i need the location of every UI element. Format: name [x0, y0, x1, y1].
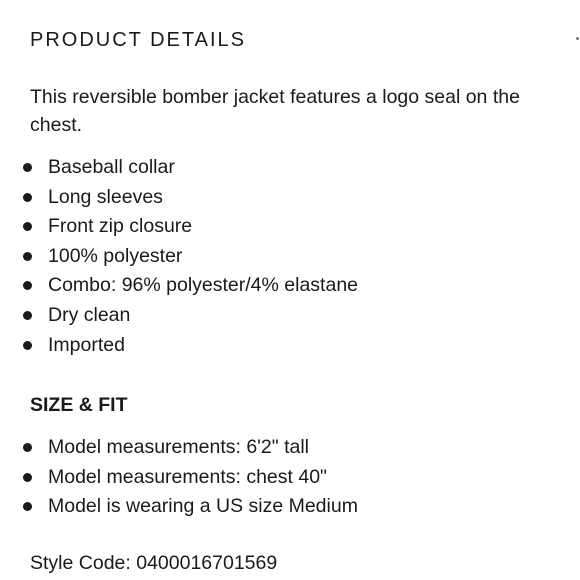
list-item-text: Dry clean [48, 303, 131, 326]
list-item-text: Combo: 96% polyester/4% elastane [48, 274, 359, 297]
list-item [0, 271, 580, 301]
bullet-icon [23, 163, 32, 172]
list-item [0, 463, 580, 493]
list-item [0, 301, 580, 331]
list-item [0, 433, 580, 463]
list-item-text: Model measurements: chest 40" [48, 465, 327, 488]
style-code: Style Code: 0400016701569 [30, 552, 278, 574]
bullet-icon [23, 193, 32, 202]
bullet-icon [23, 311, 32, 320]
list-item [0, 183, 580, 213]
product-details-list [0, 153, 580, 360]
list-item-text: Front zip closure [48, 215, 193, 238]
bullet-icon [23, 222, 32, 231]
bullet-icon [23, 443, 32, 452]
list-item-text: 100% polyester [48, 244, 183, 267]
edge-dot [576, 37, 579, 40]
bullet-icon [23, 281, 32, 290]
list-item-text: Baseball collar [48, 156, 175, 178]
size-fit-heading: SIZE & FIT [30, 394, 128, 416]
list-item-text: Imported [48, 333, 125, 356]
list-item [0, 153, 580, 183]
list-item [0, 242, 580, 272]
list-item-text: Long sleeves [48, 185, 163, 208]
product-details-heading: PRODUCT DETAILS [30, 29, 246, 51]
bullet-icon [23, 502, 32, 511]
list-item [0, 492, 580, 522]
size-fit-list [0, 433, 580, 522]
list-item-text: Model is wearing a US size Medium [48, 495, 358, 518]
list-item [0, 331, 580, 361]
list-item [0, 212, 580, 242]
list-item-text: Model measurements: 6'2" tall [48, 436, 310, 458]
bullet-icon [23, 252, 32, 261]
bullet-icon [23, 473, 32, 482]
product-description: This reversible bomber jacket features a logo seal on the chest. [30, 86, 520, 136]
bullet-icon [23, 341, 32, 350]
